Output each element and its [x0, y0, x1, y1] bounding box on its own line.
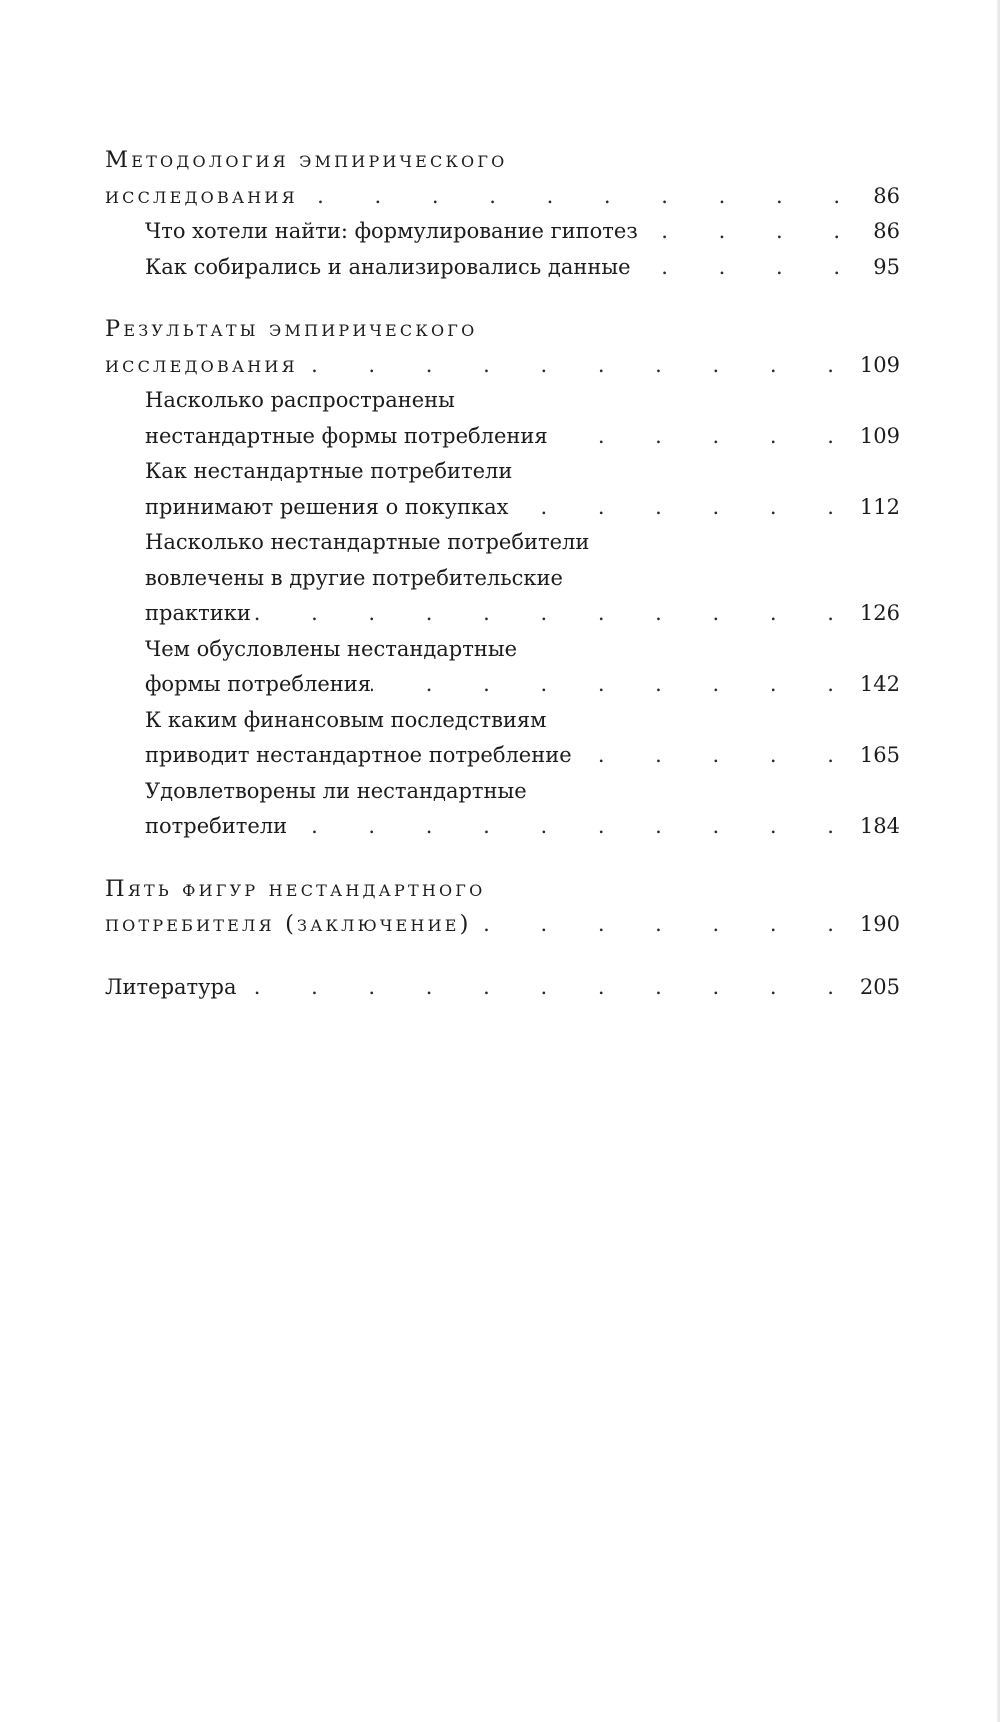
dot-leader [572, 738, 860, 774]
dot-leader [548, 419, 860, 455]
toc-chapter-title: Пять фигур нестандартного [105, 875, 486, 902]
toc-chapter-line [105, 312, 900, 348]
toc-subsection-line [105, 667, 900, 703]
dot-leader [298, 179, 866, 215]
toc-subsection-title: приводит нестандартное потребление [145, 743, 572, 767]
toc-page-number: 109 [859, 423, 900, 448]
toc-subsection-line [105, 250, 900, 286]
toc-chapter-line [105, 179, 900, 215]
dot-leader [631, 250, 866, 286]
toc-subsection-title: К каким финансовым последствиям [145, 707, 547, 732]
toc-chapter-title: исследования [105, 351, 298, 378]
toc-subsection-title: Насколько распространены [145, 388, 455, 412]
table-of-contents [105, 143, 900, 1005]
dot-leader [371, 667, 860, 703]
toc-subsection-line [105, 419, 900, 455]
toc-page-number: 86 [873, 219, 900, 243]
toc-page-number: 109 [859, 352, 900, 377]
toc-subsection-title: Удовлетворены ли нестандартные [145, 778, 527, 803]
toc-chapter-line [105, 872, 900, 908]
toc-subsection-line [105, 738, 900, 774]
toc-subsection-title: формы потребления [145, 672, 372, 696]
dot-leader [287, 809, 860, 845]
dot-leader [638, 214, 866, 250]
toc-subsection-line [105, 561, 900, 597]
toc-chapter-title: потребителя (заключение) [105, 911, 472, 937]
toc-page-number: 184 [859, 814, 900, 838]
toc-section-results [105, 312, 900, 845]
toc-chapter-title: исследования [105, 182, 298, 209]
dot-leader [298, 348, 860, 384]
dot-leader [251, 596, 860, 632]
toc-subsection-title: вовлечены в другие потребительские [145, 565, 563, 590]
toc-page-number: 205 [859, 974, 900, 999]
toc-page-number: 95 [873, 254, 900, 279]
toc-subsection-line [105, 809, 900, 845]
toc-page-number: 142 [859, 672, 900, 696]
toc-page-number: 126 [859, 601, 900, 625]
toc-chapter-line [105, 143, 900, 179]
toc-entry-line [105, 970, 900, 1006]
toc-section-conclusion [105, 872, 900, 943]
toc-page-number: 86 [873, 183, 900, 208]
toc-subsection-title: потребители [145, 814, 288, 838]
toc-subsection-line [105, 383, 900, 419]
toc-subsection-title: Как нестандартные потребители [145, 459, 513, 483]
toc-chapter-title: Методология эмпирического [105, 147, 508, 173]
toc-subsection-title: Как собирались и анализировались данные [145, 254, 631, 279]
toc-section-literature [105, 970, 900, 1006]
toc-subsection-title: Чем обусловлены нестандартные [145, 636, 518, 661]
toc-subsection-line [105, 632, 900, 668]
dot-leader [236, 970, 859, 1006]
toc-subsection-title: принимают решения о покупках [145, 494, 509, 519]
toc-subsection-line [105, 774, 900, 810]
toc-subsection-title: Что хотели найти: формулирование гипотез [145, 219, 638, 243]
toc-subsection-line [105, 454, 900, 490]
toc-page-number: 190 [859, 912, 900, 936]
toc-page-number: 112 [859, 494, 900, 519]
toc-subsection-line [105, 490, 900, 526]
toc-chapter-title: Результаты эмпирического [105, 316, 478, 342]
toc-chapter-line [105, 348, 900, 384]
toc-subsection-title: Насколько нестандартные потребители [145, 530, 590, 554]
toc-chapter-line [105, 907, 900, 943]
toc-subsection-line [105, 703, 900, 739]
toc-subsection-line [105, 525, 900, 561]
toc-subsection-title: нестандартные формы потребления [145, 423, 548, 448]
dot-leader [509, 490, 860, 526]
dot-leader [472, 907, 860, 943]
toc-subsection-title: практики [145, 601, 251, 625]
toc-subsection-line [105, 214, 900, 250]
toc-subsection-line [105, 596, 900, 632]
toc-section-methodology [105, 143, 900, 285]
toc-page-number: 165 [859, 743, 900, 767]
toc-entry-title: Литература [105, 974, 237, 999]
